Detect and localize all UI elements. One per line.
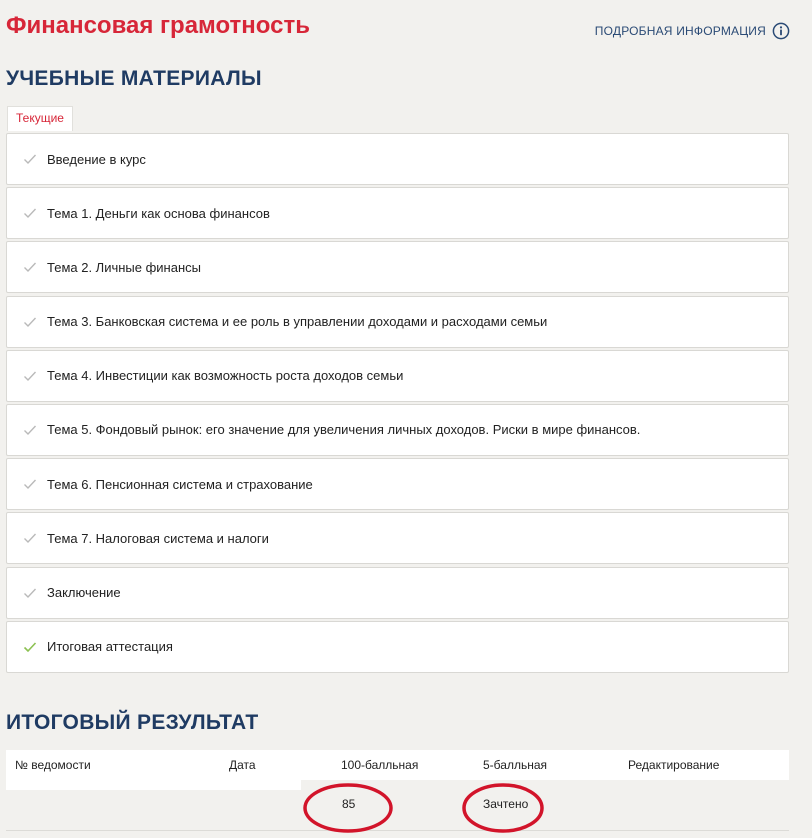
results-table-header xyxy=(6,750,789,780)
material-label: Тема 7. Налоговая система и налоги xyxy=(47,530,269,546)
check-icon xyxy=(23,424,37,436)
table-row xyxy=(6,780,789,832)
course-title: Финансовая грамотность xyxy=(6,12,310,39)
check-icon xyxy=(23,261,37,273)
check-icon xyxy=(23,532,37,544)
results-section-title: ИТОГОВЫЙ РЕЗУЛЬТАТ xyxy=(6,711,259,734)
material-label: Тема 2. Личные финансы xyxy=(47,259,201,275)
check-icon xyxy=(23,207,37,219)
material-item[interactable] xyxy=(6,567,789,619)
table-divider xyxy=(6,830,789,831)
column-header-score-5: 5-балльная xyxy=(483,758,547,772)
material-label: Тема 6. Пенсионная система и страхование xyxy=(47,476,313,492)
material-label: Тема 3. Банковская система и ее роль в управлении доходами и расходами семьи xyxy=(47,314,548,330)
material-item[interactable] xyxy=(6,187,789,239)
material-item[interactable] xyxy=(6,350,789,402)
material-label: Введение в курс xyxy=(47,151,146,167)
info-icon xyxy=(772,22,790,40)
more-info-label: ПОДРОБНАЯ ИНФОРМАЦИЯ xyxy=(594,24,766,38)
column-header-date: Дата xyxy=(229,758,256,772)
check-icon xyxy=(23,478,37,490)
material-item[interactable] xyxy=(6,512,789,564)
score-5-value: Зачтено xyxy=(483,797,529,811)
material-item[interactable] xyxy=(6,458,789,510)
material-label: Тема 1. Деньги как основа финансов xyxy=(47,205,270,221)
column-header-record-number: № ведомости xyxy=(15,758,91,772)
material-label: Итоговая аттестация xyxy=(47,639,173,655)
check-icon xyxy=(23,316,37,328)
redacted-area xyxy=(6,780,301,790)
column-header-score-100: 100-балльная xyxy=(341,758,419,772)
materials-list xyxy=(6,133,789,675)
material-item[interactable] xyxy=(6,296,789,348)
check-icon xyxy=(23,587,37,599)
column-header-edit: Редактирование xyxy=(628,758,720,772)
check-icon xyxy=(23,370,37,382)
more-info-link[interactable] xyxy=(595,22,790,40)
check-icon xyxy=(23,153,37,165)
material-item[interactable] xyxy=(6,621,789,673)
material-item[interactable] xyxy=(6,404,789,456)
material-item[interactable] xyxy=(6,133,789,185)
materials-section-title: УЧЕБНЫЕ МАТЕРИАЛЫ xyxy=(6,67,262,90)
tab-current[interactable]: Текущие xyxy=(7,106,73,131)
score-100-value: 85 xyxy=(342,797,356,811)
check-icon-completed xyxy=(23,641,37,653)
material-item[interactable] xyxy=(6,241,789,293)
material-label: Заключение xyxy=(47,585,121,600)
results-table xyxy=(6,750,789,832)
material-label: Тема 4. Инвестиции как возможность роста доходов семьи xyxy=(47,368,404,384)
material-label: Тема 5. Фондовый рынок: его значение для увеличения личных доходов. Риски в мире финансов. xyxy=(47,422,641,438)
